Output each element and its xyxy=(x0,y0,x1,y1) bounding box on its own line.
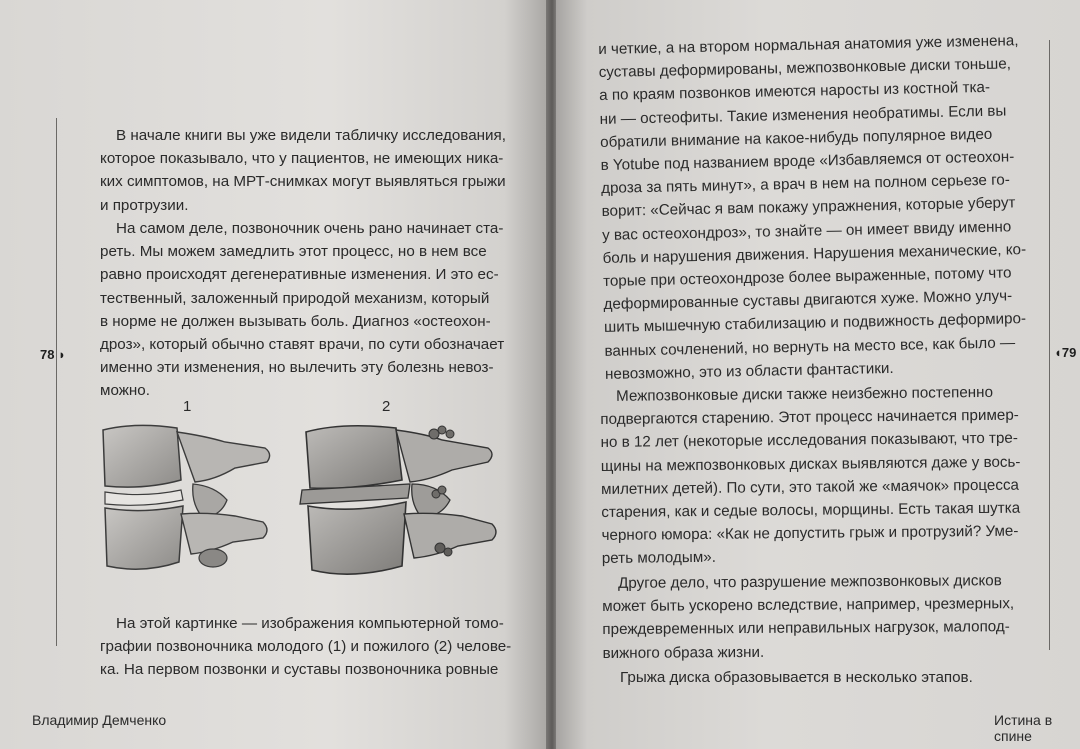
page-number-left: 78 ◗ xyxy=(40,347,66,362)
page-number-right: ◖79 xyxy=(1054,345,1077,360)
figure-label-2: 2 xyxy=(382,398,391,415)
text-line: На самом деле, позвоночник очень рано начинает ста- xyxy=(116,220,504,237)
text-line: Другое дело, что разрушение межпозвонковых дисков xyxy=(618,572,1002,592)
text-line: преждевременных или неправильных нагрузок, малопод- xyxy=(602,618,1010,639)
text-line: деформированные суставы двигаются хуже. Можно улуч- xyxy=(603,287,1013,314)
footer-author: Владимир Демченко xyxy=(32,712,167,728)
text-line: в норме не должен вызывать боль. Диагноз «остеохон- xyxy=(100,312,491,330)
right-margin-rule xyxy=(1049,40,1050,650)
text-line: черного юмора: «Как не допустить грыж и протрузий? Уме- xyxy=(601,522,1019,545)
text-line: старения, как и седые волосы, морщины. Есть такая шутка xyxy=(601,499,1021,522)
text-line: у вас остеохондроз», то знайте — он имеет ввиду именно xyxy=(601,218,1012,244)
text-line: тественный, заложенный природой механизм, который xyxy=(100,289,490,307)
footer-book-title: Истина в спине xyxy=(994,712,1053,744)
text-line: дроз», который обычно ставят врачи, по сути обозначает xyxy=(100,336,505,354)
text-line: шить мышечную стабилизацию и подвижность деформиро- xyxy=(603,310,1027,337)
left-paragraph-2 xyxy=(100,217,515,403)
text-line: равно происходят дегенеративные изменения. И это ес- xyxy=(100,266,499,284)
text-line: щины на межпозвонковых дисках выявляются даже у вось- xyxy=(600,453,1021,475)
aged-vertebra-illustration xyxy=(292,418,522,590)
text-line: и протрузии. xyxy=(100,196,189,214)
text-line: боль и нарушения движения. Нарушения механические, ко- xyxy=(602,240,1027,267)
figure-label-1: 1 xyxy=(183,398,192,415)
text-line: суставы деформированы, межпозвонковые диски тоньше, xyxy=(598,55,1012,82)
right-paragraph-3 xyxy=(602,569,1023,665)
text-line: именно эти изменения, но вылечить эту болезнь невоз- xyxy=(100,359,494,377)
text-line: можно. xyxy=(100,382,150,400)
text-line: и четкие, а на втором нормальная анатомия уже изменена, xyxy=(598,32,1019,58)
text-line: которое показывало, что у пациентов, не имеющих ника- xyxy=(100,150,504,168)
text-line: ванных сочленений, но вернуть на место все, как было — xyxy=(604,333,1016,360)
text-line: реть. Мы можем замедлить этот процесс, но в нем все xyxy=(100,243,487,261)
text-line: ни — остеофиты. Такие изменения необратимы. Если вы xyxy=(599,102,1007,128)
text-line: ворит: «Сейчас я вам покажу упражнения, которые уберут xyxy=(601,194,1016,221)
right-page xyxy=(556,0,1080,749)
text-line: ких симптомов, на МРТ-снимках могут выявляться грыжи xyxy=(100,173,506,191)
text-line: а по краям позвонков имеются наросты из костной тка- xyxy=(599,79,991,105)
right-paragraph-1 xyxy=(598,29,1025,386)
young-vertebra-illustration xyxy=(95,420,285,590)
text-line: невозможно, это из области фантастики. xyxy=(604,359,894,383)
text-line: обратили внимание на какое-нибудь популярное видео xyxy=(600,125,993,151)
text-line: ка. На первом позвонки и суставы позвоночника ровные xyxy=(100,661,499,679)
text-line: но в 12 лет (некоторые исследования показывают, что тре- xyxy=(600,430,1018,452)
text-line: дроза за пять минут», а врач в нем на полном серьезе го- xyxy=(600,171,1011,198)
left-margin-rule xyxy=(56,118,57,646)
text-line: в Yotube под названием вроде «Избавляемся от остеохон- xyxy=(600,148,1015,174)
text-line: графии позвоночника молодого (1) и пожилого (2) челове- xyxy=(100,638,512,656)
left-paragraph-1 xyxy=(100,124,515,217)
text-line: подвергаются старению. Этот процесс начинается пример- xyxy=(600,406,1019,429)
text-line: торые при остеохондрозе более выраженные, потому что xyxy=(602,264,1012,290)
text-line: вижного образа жизни. xyxy=(602,643,765,662)
right-paragraph-4 xyxy=(604,666,1024,689)
text-line: На этой картинке — изображения компьютерной томо- xyxy=(116,615,504,632)
text-line: может быть ускорено вследствие, например, чрезмерных, xyxy=(602,595,1015,616)
text-line: Межпозвонковые диски также неизбежно постепенно xyxy=(616,383,994,405)
text-line: милетних детей). По сути, это такой же «маячок» процесса xyxy=(601,476,1020,498)
figure-caption xyxy=(100,612,515,682)
right-paragraph-2 xyxy=(600,381,1022,571)
text-line: В начале книги вы уже видели табличку исследования, xyxy=(116,127,506,144)
text-line: реть молодым». xyxy=(601,549,716,568)
text-line: Грыжа диска образовывается в несколько этапов. xyxy=(620,669,973,686)
